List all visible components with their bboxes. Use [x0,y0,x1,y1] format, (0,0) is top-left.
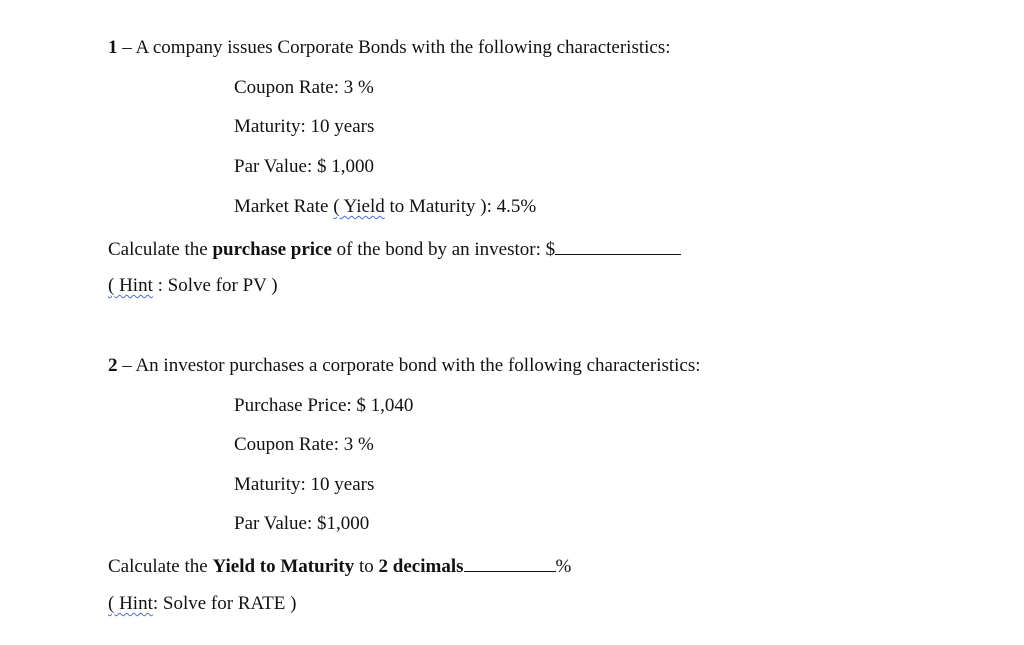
q2-heading [108,355,701,377]
q1-hint [108,275,278,297]
q2-purchase-price: Purchase Price: $ 1,040 [234,395,414,416]
q1-hint-word: Hint [114,275,153,296]
q2-dash: – [117,355,136,376]
q2-coupon-rate: Coupon Rate: 3 % [234,434,374,455]
q2-par-value: Par Value: $1,000 [234,513,370,534]
q1-market-paren [333,196,385,217]
q1-answer-blank[interactable] [555,236,681,255]
q1-number: 1 [108,37,118,58]
q1-heading-text: A company issues Corporate Bonds with the following characteristics: [135,37,671,58]
q1-maturity: Maturity: 10 years [234,116,375,137]
q1-market-paren-char: ( [333,196,340,217]
q1-calc-bold: purchase price [212,239,332,260]
q1-hint-underlined [108,275,153,296]
q1-calc-instruction [108,236,681,261]
q2-percent-sign: % [555,556,572,577]
q2-maturity: Maturity: 10 years [234,474,375,495]
q2-hint-paren: ( [108,593,115,614]
q1-market-yield-word: Yield [339,196,385,217]
q2-calc-pre: Calculate the [108,556,213,577]
q2-hint-underlined [108,593,153,614]
q2-calc-mid: to [354,556,379,577]
q2-hint [108,593,296,615]
q1-coupon-rate: Coupon Rate: 3 % [234,77,374,98]
q2-calc-bold-ytm: Yield to Maturity [212,556,355,577]
q1-heading [108,37,671,59]
q2-hint-text: : Solve for RATE ) [152,593,297,614]
q2-heading-text: An investor purchases a corporate bond with the following characteristics: [135,355,701,376]
q1-calc-pre: Calculate the [108,239,213,260]
q1-dash: – [117,37,136,58]
q1-calc-post: of the bond by an investor: $ [331,239,556,260]
q2-answer-blank[interactable] [464,553,556,572]
q1-market-rate-value: to Maturity ): 4.5% [384,196,537,217]
q1-market-rate [234,196,536,218]
q2-number: 2 [108,355,118,376]
q2-calc-bold-decimals: 2 decimals [378,556,464,577]
q2-calc-instruction [108,553,571,578]
q2-hint-word: Hint [114,593,153,614]
q1-par-value: Par Value: $ 1,000 [234,156,375,177]
q1-hint-text: : Solve for PV ) [152,275,278,296]
q1-market-rate-label: Market Rate [234,196,334,217]
q1-hint-paren: ( [108,275,115,296]
